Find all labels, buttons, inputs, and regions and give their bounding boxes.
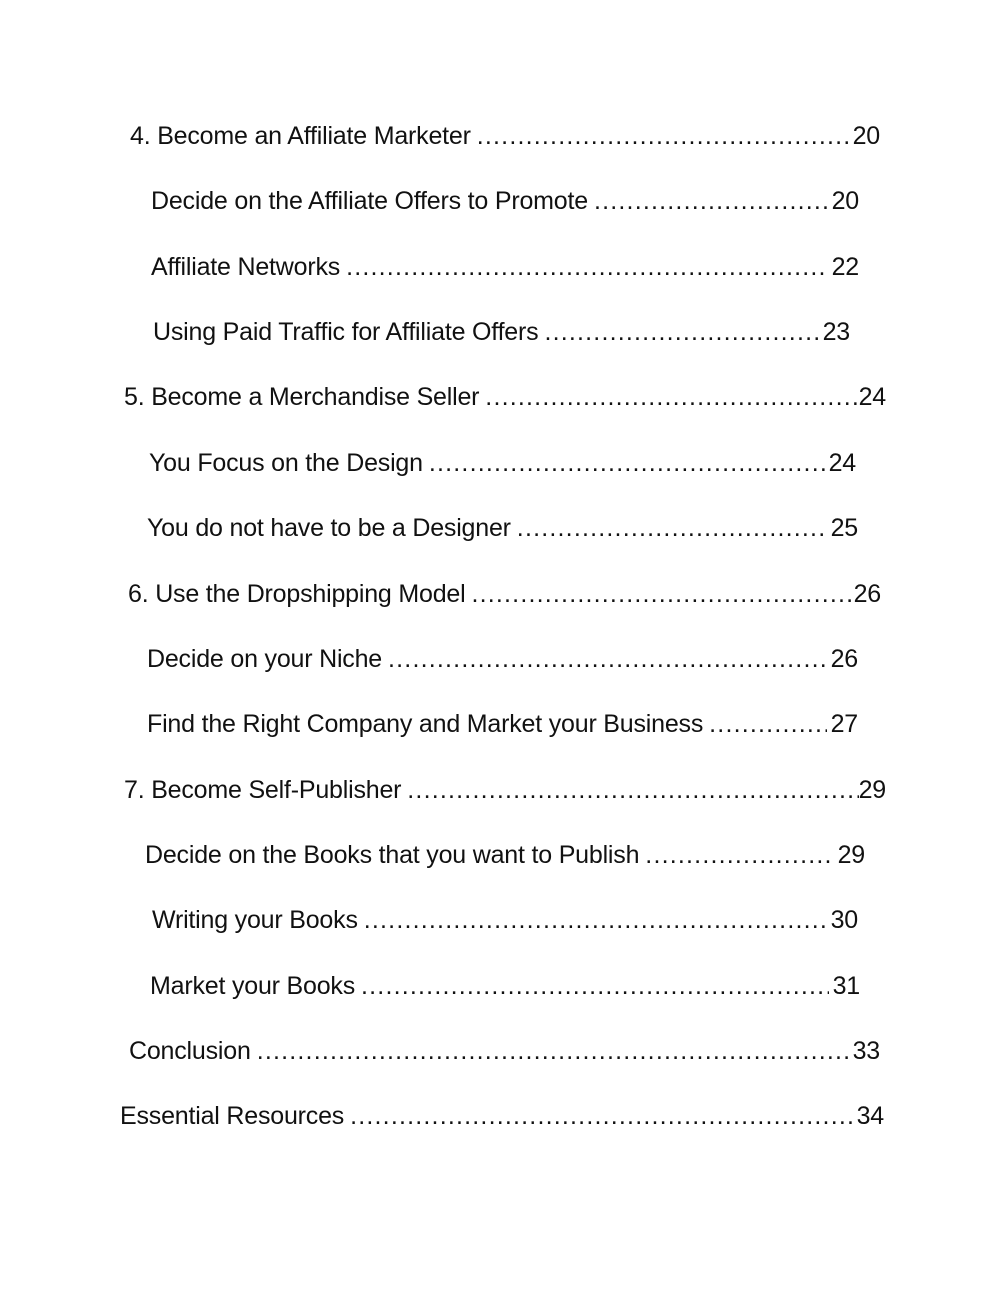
dot-leader xyxy=(709,707,826,741)
dot-leader xyxy=(350,1099,856,1133)
dot-leader xyxy=(429,446,825,480)
toc-entry[interactable] xyxy=(129,1034,880,1068)
toc-entry-label: Essential Resources xyxy=(120,1102,345,1130)
toc-entry-label: Writing your Books xyxy=(152,906,358,934)
dot-leader xyxy=(485,380,858,414)
toc-entry[interactable] xyxy=(130,119,880,153)
toc-entry[interactable] xyxy=(152,903,858,937)
toc-entry[interactable] xyxy=(147,511,858,545)
toc-entry[interactable] xyxy=(151,184,859,218)
toc-entry[interactable] xyxy=(147,707,858,741)
toc-page-number: 27 xyxy=(830,710,858,738)
toc-entry-label: You do not have to be a Designer xyxy=(147,514,511,542)
toc-entry[interactable] xyxy=(145,838,865,872)
toc-entry[interactable] xyxy=(149,446,856,480)
toc-entry[interactable] xyxy=(151,250,859,284)
toc-entry-label: Affiliate Networks xyxy=(151,253,341,281)
toc-entry-label: 4. Become an Affiliate Marketer xyxy=(130,122,471,150)
toc-page-number: 29 xyxy=(837,841,865,869)
toc-page-number: 24 xyxy=(828,449,856,477)
dot-leader xyxy=(544,315,818,349)
toc-entry-label: Find the Right Company and Market your Business xyxy=(147,710,704,738)
toc-entry-label: Conclusion xyxy=(129,1037,251,1065)
toc-entry-label: Market your Books xyxy=(150,972,356,1000)
toc-entry[interactable] xyxy=(120,1099,884,1133)
toc-page-number: 30 xyxy=(830,906,858,934)
toc-entry-label: Decide on the Affiliate Offers to Promote xyxy=(151,187,588,215)
toc-page-number: 20 xyxy=(831,187,859,215)
toc-page-number: 20 xyxy=(852,122,880,150)
toc-entry[interactable] xyxy=(153,315,850,349)
dot-leader xyxy=(477,119,853,153)
toc-page-number: 33 xyxy=(852,1037,880,1065)
toc-entry-label: You Focus on the Design xyxy=(149,449,423,477)
toc-entry-label: Using Paid Traffic for Affiliate Offers xyxy=(153,318,539,346)
dot-leader xyxy=(361,969,829,1003)
toc-entry-label: 6. Use the Dropshipping Model xyxy=(128,580,466,608)
toc-page-number: 31 xyxy=(832,972,860,1000)
toc-page-number: 29 xyxy=(858,776,886,804)
toc-entry[interactable] xyxy=(147,642,858,676)
toc-entry[interactable] xyxy=(124,773,886,807)
toc-page-number: 26 xyxy=(853,580,881,608)
dot-leader xyxy=(364,903,827,937)
toc-page-number: 23 xyxy=(822,318,850,346)
toc-page-number: 22 xyxy=(831,253,859,281)
dot-leader xyxy=(388,642,827,676)
toc-entry-label: Decide on your Niche xyxy=(147,645,383,673)
toc-entry[interactable] xyxy=(150,969,860,1003)
dot-leader xyxy=(517,511,827,545)
toc-entry[interactable] xyxy=(124,380,886,414)
dot-leader xyxy=(346,250,828,284)
toc-entry-label: Decide on the Books that you want to Publish xyxy=(145,841,640,869)
toc-page-number: 26 xyxy=(830,645,858,673)
dot-leader xyxy=(594,184,828,218)
toc-entry-label: 7. Become Self-Publisher xyxy=(124,776,402,804)
toc-entry-label: 5. Become a Merchandise Seller xyxy=(124,383,480,411)
dot-leader xyxy=(645,838,833,872)
toc-page-number: 24 xyxy=(858,383,886,411)
dot-leader xyxy=(257,1034,853,1068)
toc-page-number: 34 xyxy=(856,1102,884,1130)
dot-leader xyxy=(407,773,858,807)
toc-entry[interactable] xyxy=(128,577,881,611)
toc-page-number: 25 xyxy=(830,514,858,542)
dot-leader xyxy=(471,577,853,611)
